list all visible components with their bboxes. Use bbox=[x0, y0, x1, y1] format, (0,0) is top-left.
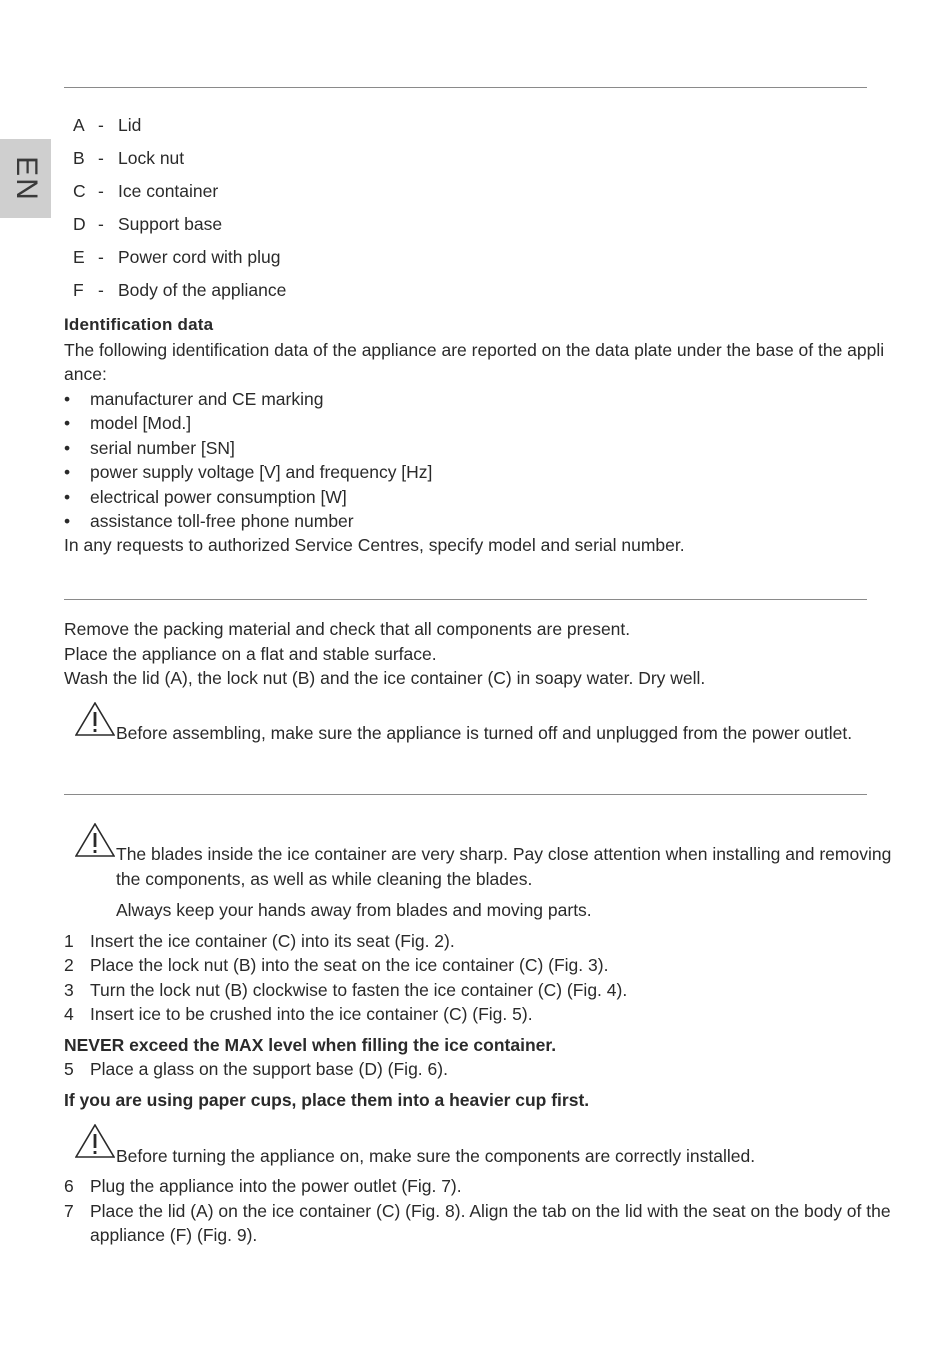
step-number: 7 bbox=[64, 1201, 74, 1221]
warning-icon bbox=[75, 1124, 115, 1158]
bullet-icon: • bbox=[64, 511, 71, 531]
identification-heading: Identification data bbox=[64, 315, 214, 334]
preparation-line: Place the appliance on a flat and stable surface. bbox=[64, 644, 437, 664]
blades-warning: The blades inside the ice container are very sharp. Pay close attention when installing and removing bbox=[116, 844, 892, 864]
list-item: assistance toll-free phone number bbox=[90, 511, 354, 531]
preparation-warning: Before assembling, make sure the appliance is turned off and unplugged from the power outlet. bbox=[116, 723, 853, 743]
preparation-line: Remove the packing material and check that all components are present. bbox=[64, 619, 631, 639]
step-text: Place a glass on the support base (D) (Fig. 6). bbox=[90, 1059, 448, 1079]
part-dash: - bbox=[98, 247, 104, 267]
identification-closing: In any requests to authorized Service Centres, specify model and serial number. bbox=[64, 535, 685, 555]
max-level-note: NEVER exceed the MAX level when filling the ice container. bbox=[64, 1035, 557, 1055]
turn-on-warning: Before turning the appliance on, make sure the components are correctly installed. bbox=[116, 1146, 756, 1166]
part-letter: F bbox=[73, 280, 84, 300]
part-letter: D bbox=[73, 214, 86, 234]
step-number: 2 bbox=[64, 955, 74, 975]
bullet-icon: • bbox=[64, 438, 71, 458]
part-letter: B bbox=[73, 148, 85, 168]
hands-warning: Always keep your hands away from blades and moving parts. bbox=[116, 900, 592, 920]
list-item: manufacturer and CE marking bbox=[90, 389, 324, 409]
step-text: Insert the ice container (C) into its seat (Fig. 2). bbox=[90, 931, 455, 951]
step-text: Insert ice to be crushed into the ice container (C) (Fig. 5). bbox=[90, 1004, 533, 1024]
part-dash: - bbox=[98, 148, 104, 168]
preparation-line: Wash the lid (A), the lock nut (B) and the ice container (C) in soapy water. Dry well. bbox=[64, 668, 706, 688]
step-number: 4 bbox=[64, 1004, 74, 1024]
step-number: 3 bbox=[64, 980, 74, 1000]
step-text: Place the lock nut (B) into the seat on the ice container (C) (Fig. 3). bbox=[90, 955, 609, 975]
identification-intro: The following identification data of the appliance are reported on the data plate under the base of the appli bbox=[64, 340, 885, 360]
step-text-continued: appliance (F) (Fig. 9). bbox=[90, 1225, 258, 1245]
list-item: power supply voltage [V] and frequency [Hz] bbox=[90, 462, 433, 482]
part-name: Support base bbox=[118, 214, 223, 234]
step-text: Turn the lock nut (B) clockwise to fasten the ice container (C) (Fig. 4). bbox=[90, 980, 628, 1000]
bullet-icon: • bbox=[64, 413, 71, 433]
step-text: Place the lid (A) on the ice container (C) (Fig. 8). Align the tab on the lid with the seat on the body of the bbox=[90, 1201, 891, 1221]
blades-warning-continued: the components, as well as while cleaning the blades. bbox=[116, 869, 533, 889]
part-dash: - bbox=[98, 280, 104, 300]
part-name: Body of the appliance bbox=[118, 280, 287, 300]
part-name: Ice container bbox=[118, 181, 219, 201]
paper-cups-note: If you are using paper cups, place them into a heavier cup first. bbox=[64, 1090, 590, 1110]
step-number: 6 bbox=[64, 1176, 74, 1196]
part-dash: - bbox=[98, 115, 104, 135]
bullet-icon: • bbox=[64, 389, 71, 409]
step-text: Plug the appliance into the power outlet (Fig. 7). bbox=[90, 1176, 462, 1196]
section-divider bbox=[64, 599, 867, 600]
part-letter: E bbox=[73, 247, 85, 267]
language-tab bbox=[0, 139, 51, 218]
part-dash: - bbox=[98, 181, 104, 201]
part-letter: A bbox=[73, 115, 85, 135]
part-name: Power cord with plug bbox=[118, 247, 281, 267]
language-tab-label: EN bbox=[9, 155, 43, 202]
step-number: 5 bbox=[64, 1059, 74, 1079]
list-item: model [Mod.] bbox=[90, 413, 192, 433]
identification-intro-continued: ance: bbox=[64, 364, 107, 384]
part-name: Lid bbox=[118, 115, 142, 135]
section-divider bbox=[64, 87, 867, 88]
step-number: 1 bbox=[64, 931, 74, 951]
section-divider bbox=[64, 794, 867, 795]
list-item: serial number [SN] bbox=[90, 438, 235, 458]
part-dash: - bbox=[98, 214, 104, 234]
list-item: electrical power consumption [W] bbox=[90, 487, 347, 507]
part-name: Lock nut bbox=[118, 148, 185, 168]
bullet-icon: • bbox=[64, 462, 71, 482]
part-letter: C bbox=[73, 181, 86, 201]
warning-icon bbox=[75, 702, 115, 736]
bullet-icon: • bbox=[64, 487, 71, 507]
warning-icon bbox=[75, 823, 115, 857]
